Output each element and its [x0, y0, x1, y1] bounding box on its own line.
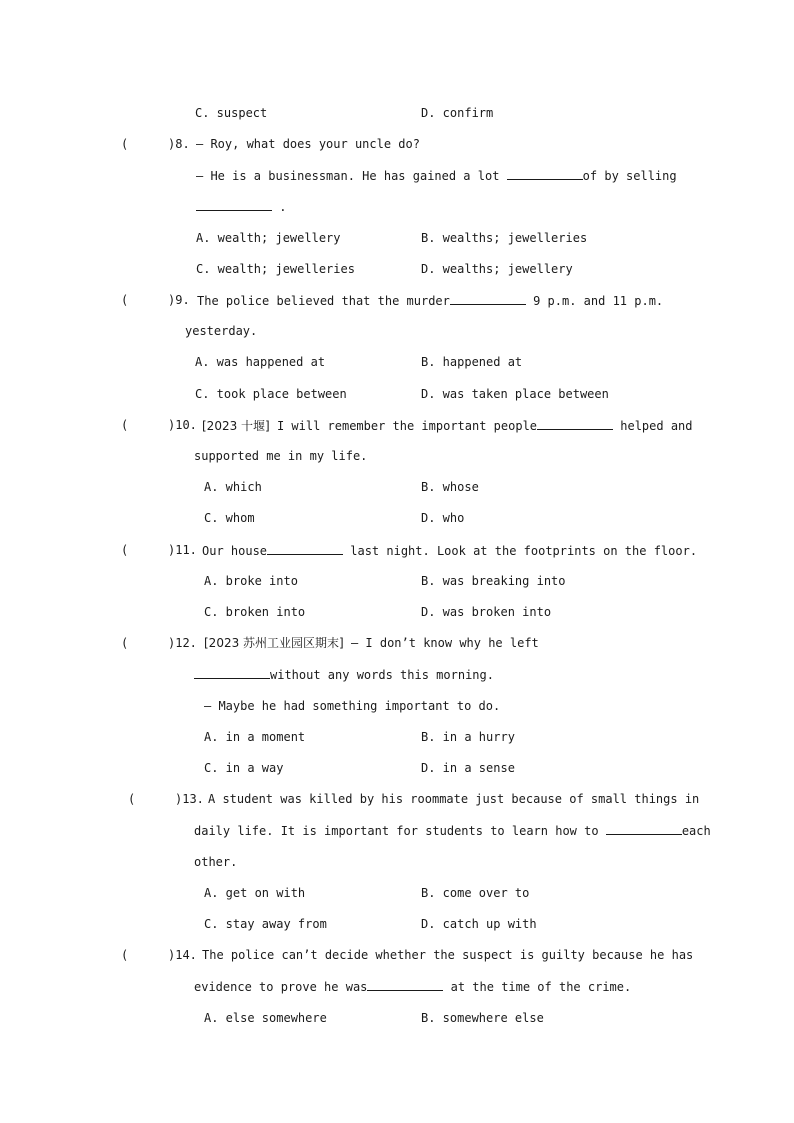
q10-stem-line1 [202, 417, 693, 434]
q8-option-a: A. wealth; jewellery [196, 231, 341, 245]
q12-option-c: C. in a way [204, 761, 284, 775]
q9-option-c: C. took place between [195, 387, 347, 401]
q10-option-d: D. who [421, 511, 465, 525]
q11-stem-text-2: last night. Look at the footprints on the floor. [343, 544, 698, 558]
q9-stem-text: The police believed that the murder [197, 294, 450, 308]
q10-number [168, 417, 197, 433]
q10-answer-paren-close: ) [168, 418, 176, 432]
q12-number [168, 635, 197, 651]
q8-stem-text: — He is a businessman. He has gained a lot [196, 169, 507, 183]
q11-number [168, 542, 197, 558]
q13-stem-line1: A student was killed by his roommate just because of small things in [208, 792, 700, 806]
q10-stem-text-2: helped and [613, 419, 693, 433]
q10-option-a: A. which [204, 480, 262, 494]
q12-num: 12. [175, 636, 197, 650]
q14-stem-line2 [194, 978, 631, 995]
q12-stem-text-2: without any words this morning. [270, 668, 494, 682]
q11-option-d: D. was broken into [421, 605, 552, 619]
q14-blank [367, 978, 443, 991]
q9-stem-line1 [197, 292, 663, 309]
q14-stem-text: evidence to prove he was [194, 980, 368, 994]
q10-option-c: C. whom [204, 511, 255, 525]
q8-option-d: D. wealths; jewellery [421, 262, 573, 276]
q8-option-c: C. wealth; jewelleries [196, 262, 355, 276]
q9-number [168, 292, 190, 308]
q8-number [168, 136, 190, 152]
q12-blank [194, 666, 270, 679]
q8-stem-end: . [272, 200, 287, 214]
q12-stem-text: — I don’t know why he left [343, 636, 539, 650]
q12-stem-line1 [204, 635, 539, 651]
q14-stem-text-2: at the time of the crime. [443, 980, 632, 994]
q10-answer-paren-open: ( [121, 418, 129, 432]
q13-option-d: D. catch up with [421, 917, 537, 931]
q9-option-d: D. was taken place between [421, 387, 609, 401]
q11-option-b: B. was breaking into [421, 574, 566, 588]
q12-option-b: B. in a hurry [421, 730, 515, 744]
q9-option-b: B. happened at [421, 355, 523, 369]
q12-stem-line2 [194, 666, 494, 683]
q13-option-b: B. come over to [421, 886, 530, 900]
q8-blank-1 [507, 167, 583, 180]
q11-option-a: A. broke into [204, 574, 298, 588]
q13-num: 13. [182, 792, 204, 806]
q9-num: 9. [175, 293, 190, 307]
q12-answer-paren-close: ) [168, 636, 176, 650]
q13-stem-text: daily life. It is important for students to learn how to [194, 824, 606, 838]
q14-option-b: B. somewhere else [421, 1011, 544, 1025]
q11-num: 11. [175, 543, 197, 557]
q7-option-d: D. confirm [421, 106, 494, 120]
q9-stem-text-2: 9 p.m. and 11 p.m. [525, 294, 664, 308]
q10-stem-text: I will remember the important people [269, 419, 538, 433]
q11-answer-paren-close: ) [168, 543, 176, 557]
q14-answer-paren-open: ( [121, 948, 129, 962]
q11-stem-text: Our house [202, 544, 268, 558]
q13-number [175, 791, 204, 807]
q10-option-b: B. whose [421, 480, 479, 494]
q12-answer-paren-open: ( [121, 636, 129, 650]
q14-answer-paren-close: ) [168, 948, 176, 962]
q14-num: 14. [175, 948, 197, 962]
q9-blank [450, 292, 526, 305]
q12-option-d: D. in a sense [421, 761, 515, 775]
q9-answer-paren-open: ( [121, 293, 129, 307]
q11-answer-paren-open: ( [121, 543, 129, 557]
q12-source-tag: [2023 苏州工业园区期末] [204, 636, 344, 650]
q9-answer-paren-close: ) [168, 293, 176, 307]
q8-option-b: B. wealths; jewelleries [421, 231, 588, 245]
q10-blank [537, 417, 613, 430]
q8-answer-paren-open: ( [121, 137, 129, 151]
q8-answer-paren-close: ) [168, 137, 176, 151]
q13-blank [606, 822, 682, 835]
q13-option-c: C. stay away from [204, 917, 327, 931]
q8-stem-line1: — Roy, what does your uncle do? [196, 137, 420, 151]
q8-blank-2 [196, 198, 272, 211]
q10-num: 10. [175, 418, 197, 432]
q8-stem-line2 [196, 167, 677, 184]
q13-option-a: A. get on with [204, 886, 306, 900]
q13-stem-line2 [194, 822, 711, 839]
q10-stem-line2: supported me in my life. [194, 449, 368, 463]
q14-number [168, 947, 197, 963]
q12-option-a: A. in a moment [204, 730, 306, 744]
q11-option-c: C. broken into [204, 605, 306, 619]
q9-option-a: A. was happened at [195, 355, 326, 369]
q14-option-a: A. else somewhere [204, 1011, 327, 1025]
q11-stem-line1 [202, 542, 697, 559]
q13-stem-text-2: each [681, 824, 711, 838]
q8-num: 8. [175, 137, 190, 151]
q13-stem-line3: other. [194, 855, 238, 869]
q8-stem-line3 [196, 198, 286, 215]
q9-stem-line2: yesterday. [185, 324, 258, 338]
q12-stem-line3: — Maybe he had something important to do. [204, 699, 501, 713]
q13-answer-paren-open: ( [128, 792, 136, 806]
q10-source-tag: [2023 十堰] [202, 419, 270, 433]
q8-stem-text-2: of by selling [582, 169, 677, 183]
q11-blank [267, 542, 343, 555]
q7-option-c: C. suspect [195, 106, 268, 120]
q13-answer-paren-close: ) [175, 792, 183, 806]
q14-stem-line1: The police can’t decide whether the suspect is guilty because he has [202, 948, 694, 962]
